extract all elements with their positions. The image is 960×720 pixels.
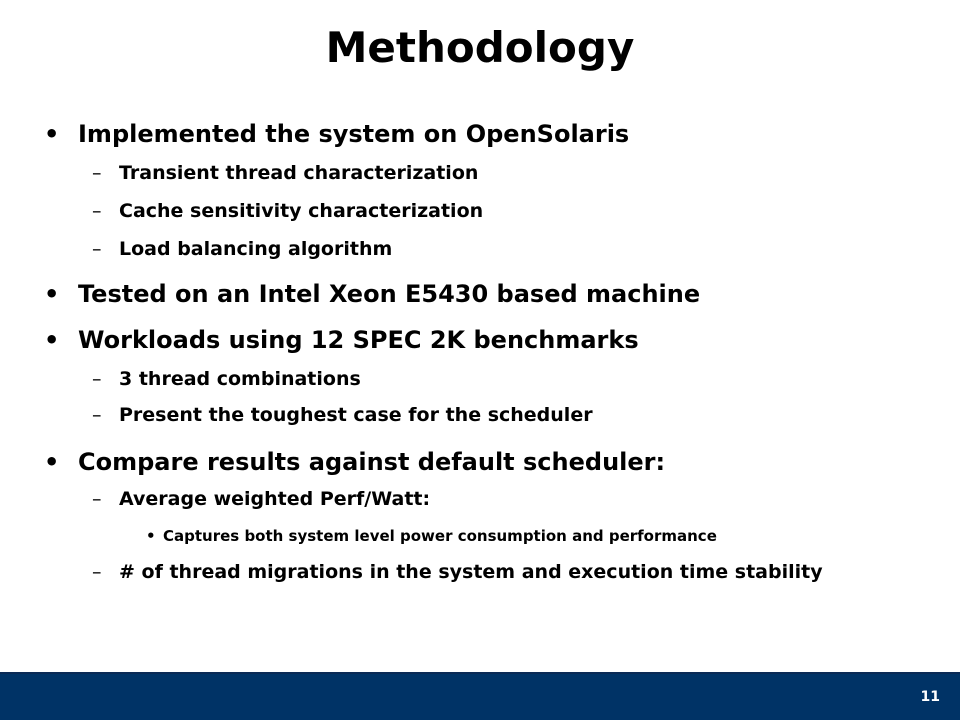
sub-bullet-load-balancing [92,236,393,262]
bullet-marker: • [44,326,60,354]
sub-bullet-migrations [92,556,909,588]
bullet-marker: • [44,448,60,476]
sub-bullet-perf-watt [92,486,431,512]
sub-bullet-text: Cache sensitivity characterization [119,200,484,222]
dash-marker: – [92,238,102,260]
sub-sub-bullet-captures [146,525,717,547]
bullet-workloads [44,324,639,356]
sub-bullet-text: # of thread migrations in the system and execution time stability [119,561,823,583]
bullet-compare [44,446,666,478]
bullet-marker: • [44,280,60,308]
bullet-text: Tested on an Intel Xeon E5430 based machine [78,280,701,308]
dash-marker: – [92,488,102,510]
sub-bullet-toughest-case [92,402,593,428]
bullet-text: Workloads using 12 SPEC 2K benchmarks [78,326,639,354]
bullet-text: Implemented the system on OpenSolaris [78,120,630,148]
dash-marker: – [92,368,102,390]
dash-marker: – [92,404,102,426]
sub-bullet-transient [92,160,479,186]
footer-bar [0,672,960,720]
sub-bullet-cache [92,198,484,224]
bullet-text: Compare results against default scheduler: [78,448,666,476]
sub-bullet-text: Average weighted Perf/Watt: [119,488,431,510]
sub-bullet-combinations [92,366,361,392]
slide-number: 11 [920,689,940,705]
sub-bullet-text: Transient thread characterization [119,162,479,184]
bullet-implemented [44,118,630,150]
sub-bullet-text: 3 thread combinations [119,368,361,390]
bullet-marker: • [146,527,156,545]
sub-bullet-text: Load balancing algorithm [119,238,393,260]
sub-bullet-text: Present the toughest case for the scheduler [119,404,593,426]
dash-marker: – [92,561,102,583]
slide-title: Methodology [325,23,635,72]
sub-sub-bullet-text: Captures both system level power consumption and performance [163,527,717,545]
bullet-marker: • [44,120,60,148]
bullet-tested [44,278,701,310]
dash-marker: – [92,162,102,184]
dash-marker: – [92,200,102,222]
